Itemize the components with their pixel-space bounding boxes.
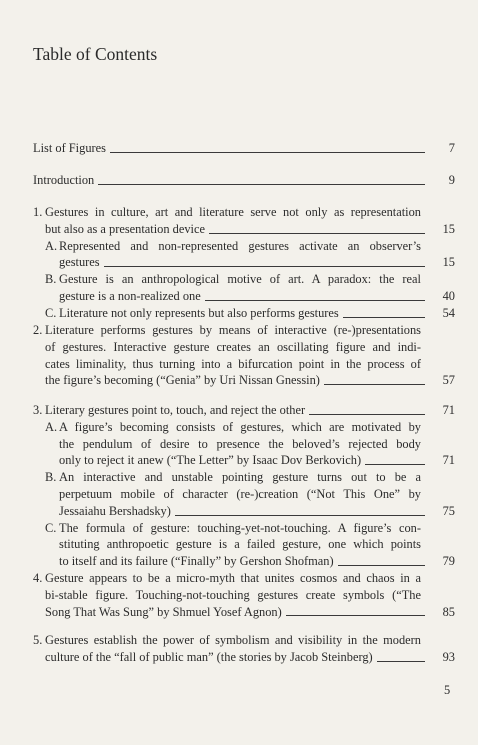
toc-chapter-1[interactable] bbox=[33, 204, 455, 322]
dot-leader bbox=[205, 299, 425, 301]
toc-section-1a[interactable] bbox=[45, 238, 455, 272]
dot-leader bbox=[98, 183, 425, 185]
chapter-number: 4. bbox=[33, 571, 43, 585]
dot-leader bbox=[343, 316, 425, 318]
toc-entry-label: Introduction bbox=[33, 173, 95, 187]
toc-page-number: 85 bbox=[442, 604, 455, 619]
dot-leader bbox=[324, 383, 425, 385]
toc-section-3b[interactable] bbox=[45, 469, 455, 519]
section-label: C. bbox=[45, 520, 57, 535]
toc-page-number: 15 bbox=[442, 255, 455, 270]
toc-page-number: 15 bbox=[442, 221, 455, 236]
chapter-text-line: of gestures. Interactive gesture creates an oscillating figure and indi- bbox=[45, 339, 421, 354]
section-label: A. bbox=[45, 419, 58, 434]
toc-page-number: 9 bbox=[448, 173, 455, 187]
section-label: C. bbox=[45, 305, 57, 320]
page-title: Table of Contents bbox=[33, 44, 158, 64]
section-text-line: Literature not only represents but also performs gestures bbox=[59, 305, 339, 320]
toc-page-number: 71 bbox=[442, 453, 455, 468]
dot-leader bbox=[209, 232, 425, 234]
toc-section-3a[interactable] bbox=[45, 419, 455, 469]
toc-page-number: 93 bbox=[442, 649, 455, 664]
section-label: B. bbox=[45, 470, 57, 485]
toc-section-1b[interactable] bbox=[45, 271, 455, 305]
section-text-line: to itself and its failure (“Finally” by Gershon Shofman) bbox=[59, 554, 334, 569]
chapter-text-line: the figure’s becoming (“Genia” by Uri Nissan Gnessin) bbox=[45, 373, 320, 388]
toc-chapter-2[interactable] bbox=[33, 322, 455, 389]
section-text-line: Gesture is an anthropological motive of art. A paradox: the real bbox=[59, 272, 421, 287]
section-text-line: Represented and non-represented gestures activate an observer’s bbox=[59, 238, 421, 253]
chapter-text-line: Literature performs gestures by means of interactive (re-)presentations bbox=[45, 323, 421, 337]
chapter-number: 1. bbox=[33, 205, 43, 219]
chapter-number: 2. bbox=[33, 323, 43, 337]
toc-page-number: 40 bbox=[442, 288, 455, 303]
toc-chapter-5[interactable] bbox=[33, 632, 455, 666]
toc-chapter-3[interactable] bbox=[33, 402, 455, 570]
page-folio-number: 5 bbox=[444, 683, 451, 697]
chapter-text-line: Gesture appears to be a micro-myth that unites cosmos and chaos in a bbox=[45, 571, 421, 585]
chapter-text-line: bi-stable figure. Touching-not-touching gestures create symbols (“The bbox=[45, 587, 421, 602]
dot-leader bbox=[104, 265, 425, 267]
chapter-text-line: culture of the “fall of public man” (the stories by Jacob Steinberg) bbox=[45, 649, 373, 664]
toc-entry-label: List of Figures bbox=[33, 141, 106, 155]
toc-page-number: 75 bbox=[442, 503, 455, 518]
dot-leader bbox=[365, 463, 425, 465]
section-text-line: The formula of gesture: touching-yet-not-touching. A figure’s con- bbox=[59, 520, 421, 535]
toc-page-number: 71 bbox=[442, 403, 455, 417]
section-text-line: the pendulum of desire to presence the beloved’s rejected body bbox=[59, 436, 421, 451]
section-text-line: stituting anthropoetic gesture is a failed gesture, one which points bbox=[59, 537, 421, 552]
toc-page-number: 54 bbox=[442, 305, 455, 320]
toc-page-number: 7 bbox=[448, 141, 455, 155]
dot-leader bbox=[338, 564, 425, 566]
section-text-line: perpetuum mobile of character (re-)creation (“Not This One” by bbox=[59, 486, 421, 501]
chapter-text-line: Gestures establish the power of symbolism and visibility in the modern bbox=[45, 633, 421, 647]
toc-entry-introduction[interactable] bbox=[33, 172, 455, 189]
section-text-line: A figure’s becoming consists of gestures, which are motivated by bbox=[59, 419, 421, 434]
dot-leader bbox=[309, 413, 425, 415]
chapter-text-line: but also as a presentation device bbox=[45, 221, 205, 236]
toc-page-number: 79 bbox=[442, 554, 455, 569]
toc-chapter-4[interactable] bbox=[33, 570, 455, 620]
toc-section-1c[interactable] bbox=[45, 305, 455, 322]
chapter-number: 3. bbox=[33, 403, 43, 417]
section-label: A. bbox=[45, 238, 58, 253]
toc-entry-list-of-figures[interactable] bbox=[33, 140, 455, 157]
section-text-line: gestures bbox=[59, 255, 100, 270]
chapter-number: 5. bbox=[33, 633, 43, 647]
toc-section-3c[interactable] bbox=[45, 520, 455, 570]
dot-leader bbox=[110, 151, 425, 153]
dot-leader bbox=[286, 614, 425, 616]
chapter-text-line: cates liminality, thus turning into a bifurcation point in the process of bbox=[45, 356, 421, 371]
dot-leader bbox=[377, 660, 425, 662]
section-text-line: Jessaiahu Bershadsky) bbox=[59, 503, 171, 518]
section-text-line: gesture is a non-realized one bbox=[59, 288, 201, 303]
chapter-text-line: Song That Was Sung” by Shmuel Yosef Agnon) bbox=[45, 604, 282, 619]
chapter-text-line: Literary gestures point to, touch, and reject the other bbox=[45, 403, 306, 417]
section-text-line: only to reject it anew (“The Letter” by Isaac Dov Berkovich) bbox=[59, 453, 362, 468]
dot-leader bbox=[175, 514, 425, 516]
chapter-text-line: Gestures in culture, art and literature serve not only as representation bbox=[45, 205, 421, 219]
toc-page-number: 57 bbox=[442, 373, 455, 388]
section-label: B. bbox=[45, 272, 57, 287]
section-text-line: An interactive and unstable pointing gesture turns out to be a bbox=[59, 470, 421, 485]
